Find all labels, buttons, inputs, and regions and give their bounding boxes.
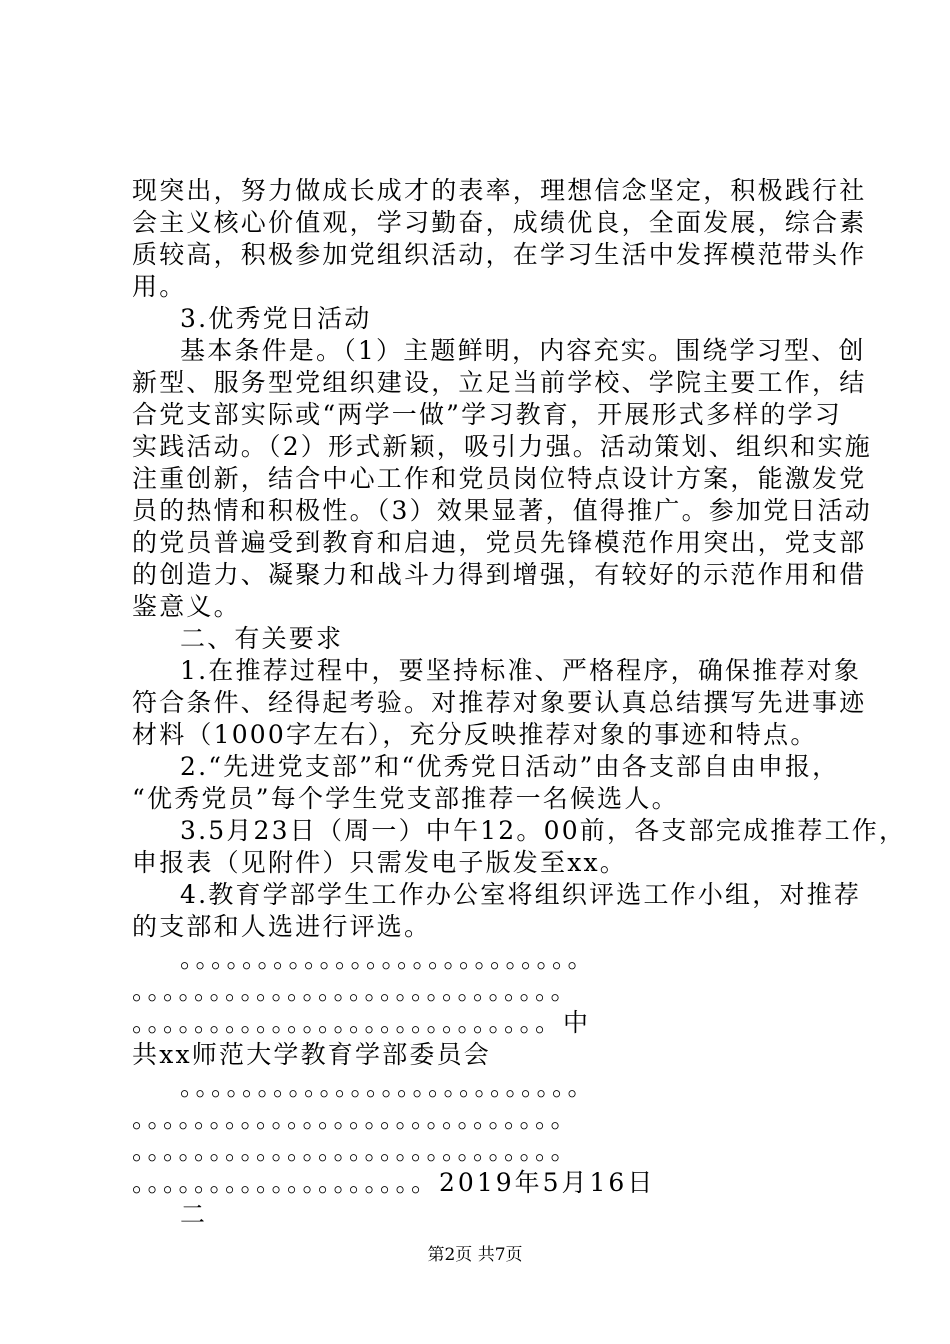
body-text-line: 注重创新，结合中心工作和党员岗位特点设计方案，能激发党 [132,464,867,493]
dot-leader-line: 。。。。。。。。。。。。。。。。。。。。。。。。。。。。 [132,1104,579,1133]
body-text-line: 1.在推荐过程中，要坚持标准、严格程序，确保推荐对象 [180,656,862,685]
body-text-line: 员的热情和积极性。（3）效果显著，值得推广。参加党日活动 [132,496,873,525]
body-text-line: 符合条件、经得起考验。对推荐对象要认真总结撰写先进事迹 [132,688,867,717]
body-text-line: 合党支部实际或“两学一做”学习教育，开展形式多样的学习 [132,400,842,429]
body-text-line: 的创造力、凝聚力和战斗力得到增强，有较好的示范作用和借 [132,560,867,589]
body-text-line: 会主义核心价值观，学习勤奋，成绩优良，全面发展，综合素 [132,208,867,237]
section-heading: 二 [180,1200,208,1229]
body-text-line: 用。 [132,272,187,301]
signature-date: 。。。。。。。。。。。。。。。。。。。2019年5月16日 [132,1168,656,1197]
body-text-line: 的党员普遍受到教育和启迪，党员先锋模范作用突出，党支部 [132,528,867,557]
section-heading: 3.优秀党日活动 [180,304,372,333]
body-text-line: “优秀党员”每个学生党支部推荐一名候选人。 [132,784,679,813]
body-text-line: 鉴意义。 [132,592,241,621]
body-text-line: 3.5月23日（周一）中午12。00前，各支部完成推荐工作， [180,816,907,845]
body-text-line: 新型、服务型党组织建设，立足当前学校、学院主要工作，结 [132,368,867,397]
dot-leader-line: 。。。。。。。。。。。。。。。。。。。。。。。。。。 [180,1072,596,1101]
body-text-line: 的支部和人选进行评选。 [132,912,432,941]
body-text-line: 2.“先进党支部”和“优秀党日活动”由各支部自由申报， [180,752,840,781]
section-heading: 二、有关要求 [180,624,344,653]
body-text-line: 基本条件是。（1）主题鲜明，内容充实。围绕学习型、创 [180,336,866,365]
dot-leader-line: 。。。。。。。。。。。。。。。。。。。。。。。。。。 [180,944,596,973]
signature-organization: 共xx师范大学教育学部委员会 [132,1040,491,1069]
page-footer: 第2页 共7页 [427,1245,523,1265]
dot-leader-line: 。。。。。。。。。。。。。。。。。。。。。。。。。。。。 [132,976,579,1005]
body-text-line: 4.教育学部学生工作办公室将组织评选工作小组，对推荐 [180,880,862,909]
dot-leader-line: 。。。。。。。。。。。。。。。。。。。。。。。。。。。。 [132,1136,579,1165]
body-text-line: 实践活动。（2）形式新颖，吸引力强。活动策划、组织和实施 [132,432,873,461]
body-text-line: 申报表（见附件）只需发电子版发至xx。 [132,848,627,877]
dot-leader-line: 。。。。。。。。。。。。。。。。。。。。。。。。。。。中 [132,1008,592,1037]
body-text-line: 质较高，积极参加党组织活动，在学习生活中发挥模范带头作 [132,240,867,269]
body-text-line: 材料（1000字左右），充分反映推荐对象的事迹和特点。 [132,720,818,749]
body-text-line: 现突出，努力做成长成才的表率，理想信念坚定，积极践行社 [132,176,867,205]
